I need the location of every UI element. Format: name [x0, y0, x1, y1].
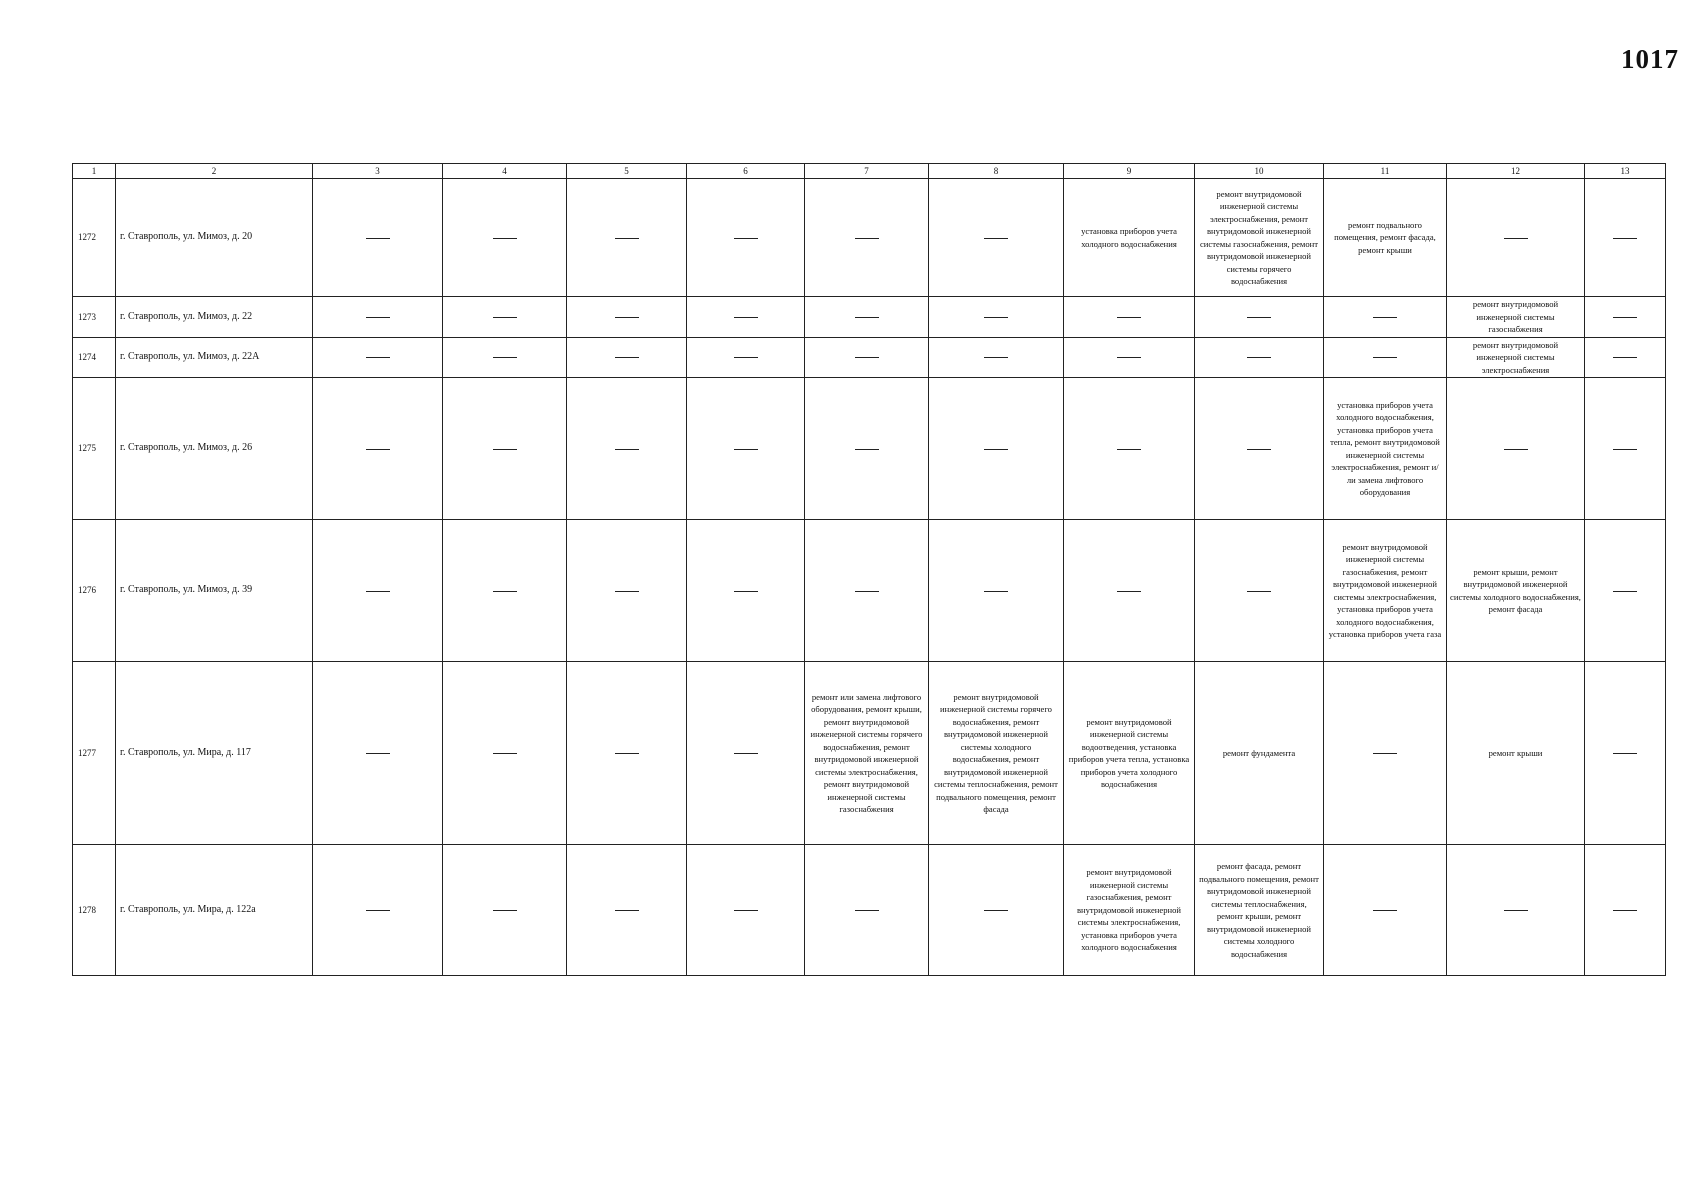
table-row	[73, 520, 1666, 662]
cell-col-3	[313, 297, 443, 338]
empty-dash	[615, 910, 639, 911]
cell-col-6	[687, 845, 805, 976]
column-header: 13	[1585, 164, 1666, 179]
row-number: 1274	[73, 337, 116, 378]
empty-dash	[1613, 910, 1637, 911]
empty-dash	[1613, 317, 1637, 318]
cell-col-6	[687, 179, 805, 297]
row-number: 1278	[73, 845, 116, 976]
row-address: г. Ставрополь, ул. Мимоз, д. 39	[116, 520, 313, 662]
cell-col-10	[1195, 378, 1324, 520]
cell-col-8	[929, 179, 1064, 297]
cell-col-11	[1324, 520, 1447, 662]
row-address: г. Ставрополь, ул. Мимоз, д. 26	[116, 378, 313, 520]
cell-col-12	[1447, 520, 1585, 662]
cell-col-9	[1064, 520, 1195, 662]
empty-dash	[855, 238, 879, 239]
cell-col-5	[567, 297, 687, 338]
work-text: ремонт внутридомовой инженерной системы электроснабжения, ремонт внутридомовой инженерной системы газоснабжения, ремонт внутридомовой инженерной системы горячего водоснабжения	[1199, 188, 1319, 286]
empty-dash	[734, 449, 758, 450]
repair-schedule-table	[72, 163, 1666, 976]
cell-col-4	[443, 337, 567, 378]
cell-col-3	[313, 662, 443, 845]
work-text: ремонт внутридомовой инженерной системы электроснабжения	[1472, 339, 1559, 375]
cell-col-11	[1324, 378, 1447, 520]
empty-dash	[615, 238, 639, 239]
table-row	[73, 179, 1666, 297]
column-header: 1	[73, 164, 116, 179]
row-number: 1273	[73, 297, 116, 338]
cell-col-5	[567, 520, 687, 662]
work-text: ремонт внутридомовой инженерной системы газоснабжения	[1472, 299, 1559, 334]
page-number: 1017	[1621, 44, 1679, 74]
cell-col-7	[805, 845, 929, 976]
cell-col-9	[1064, 179, 1195, 297]
empty-dash	[1613, 238, 1637, 239]
cell-col-9	[1064, 337, 1195, 378]
row-address: г. Ставрополь, ул. Мира, д. 122а	[116, 845, 313, 976]
empty-dash	[855, 357, 879, 358]
cell-col-3	[313, 378, 443, 520]
empty-dash	[615, 357, 639, 358]
empty-dash	[1117, 591, 1141, 592]
work-text: ремонт внутридомовой инженерной системы газоснабжения, ремонт внутридомовой инженерной системы электроснабжения, установка приборов учета холодного водоснабжения, установка приборов учета газа	[1328, 541, 1442, 639]
empty-dash	[734, 591, 758, 592]
column-header: 2	[116, 164, 313, 179]
empty-dash	[1117, 357, 1141, 358]
column-header: 5	[567, 164, 687, 179]
cell-col-4	[443, 662, 567, 845]
empty-dash	[615, 317, 639, 318]
cell-col-6	[687, 337, 805, 378]
empty-dash	[493, 357, 517, 358]
cell-col-11	[1324, 297, 1447, 338]
cell-col-12	[1447, 179, 1585, 297]
work-text: ремонт внутридомовой инженерной системы горячего водоснабжения, ремонт внутридомовой инженерной системы холодного водоснабжения, ремонт внутридомовой инженерной системы теплоснабжения, ремонт подвального помещения, ремонт фасада	[934, 691, 1058, 814]
empty-dash	[493, 753, 517, 754]
cell-col-5	[567, 845, 687, 976]
empty-dash	[984, 238, 1008, 239]
empty-dash	[1247, 449, 1271, 450]
cell-col-3	[313, 337, 443, 378]
cell-col-4	[443, 179, 567, 297]
cell-col-13	[1585, 378, 1666, 520]
empty-dash	[984, 357, 1008, 358]
cell-col-6	[687, 662, 805, 845]
cell-col-7	[805, 337, 929, 378]
empty-dash	[1117, 317, 1141, 318]
cell-col-12	[1447, 378, 1585, 520]
cell-col-7	[805, 662, 929, 845]
table-row	[73, 662, 1666, 845]
column-header: 12	[1447, 164, 1585, 179]
empty-dash	[1504, 449, 1528, 450]
row-number: 1277	[73, 662, 116, 845]
cell-col-10	[1195, 337, 1324, 378]
cell-col-6	[687, 297, 805, 338]
work-text: ремонт или замена лифтового оборудования, ремонт крыши, ремонт внутридомовой инженерной системы горячего водоснабжения, ремонт внутридомовой инженерной системы электроснабжения, ремонт внутридомовой инженерной системы газоснабжения	[810, 691, 923, 814]
work-text: ремонт крыши	[1488, 747, 1543, 758]
empty-dash	[493, 910, 517, 911]
row-number: 1276	[73, 520, 116, 662]
cell-col-12	[1447, 662, 1585, 845]
cell-col-11	[1324, 179, 1447, 297]
table-row	[73, 845, 1666, 976]
empty-dash	[366, 910, 390, 911]
empty-dash	[734, 753, 758, 754]
work-text: установка приборов учета холодного водоснабжения	[1081, 226, 1177, 249]
cell-col-9	[1064, 378, 1195, 520]
table-row	[73, 337, 1666, 378]
table-row	[73, 378, 1666, 520]
empty-dash	[1613, 449, 1637, 450]
cell-col-8	[929, 378, 1064, 520]
empty-dash	[734, 357, 758, 358]
cell-col-9	[1064, 662, 1195, 845]
empty-dash	[615, 753, 639, 754]
column-header: 9	[1064, 164, 1195, 179]
row-address: г. Ставрополь, ул. Мимоз, д. 20	[116, 179, 313, 297]
empty-dash	[734, 910, 758, 911]
empty-dash	[1247, 591, 1271, 592]
cell-col-11	[1324, 845, 1447, 976]
column-header: 11	[1324, 164, 1447, 179]
cell-col-6	[687, 378, 805, 520]
work-text: ремонт внутридомовой инженерной системы водоотведения, установка приборов учета тепла, установка приборов учета холодного водоснабжения	[1068, 716, 1190, 789]
cell-col-6	[687, 520, 805, 662]
empty-dash	[1613, 753, 1637, 754]
empty-dash	[1117, 449, 1141, 450]
empty-dash	[366, 357, 390, 358]
work-text: ремонт крыши, ремонт внутридомовой инженерной системы холодного водоснабжения, ремонт фасада	[1450, 566, 1581, 614]
column-header: 8	[929, 164, 1064, 179]
cell-col-12	[1447, 337, 1585, 378]
cell-col-9	[1064, 845, 1195, 976]
cell-col-3	[313, 845, 443, 976]
cell-col-7	[805, 179, 929, 297]
cell-col-3	[313, 520, 443, 662]
empty-dash	[1373, 317, 1397, 318]
cell-col-4	[443, 297, 567, 338]
empty-dash	[855, 317, 879, 318]
cell-col-7	[805, 378, 929, 520]
cell-col-8	[929, 297, 1064, 338]
cell-col-10	[1195, 520, 1324, 662]
cell-col-4	[443, 520, 567, 662]
cell-col-3	[313, 179, 443, 297]
empty-dash	[1504, 910, 1528, 911]
empty-dash	[984, 449, 1008, 450]
empty-dash	[855, 449, 879, 450]
empty-dash	[855, 910, 879, 911]
column-header: 3	[313, 164, 443, 179]
empty-dash	[493, 591, 517, 592]
empty-dash	[984, 317, 1008, 318]
cell-col-8	[929, 520, 1064, 662]
cell-col-13	[1585, 662, 1666, 845]
empty-dash	[1504, 238, 1528, 239]
column-header: 7	[805, 164, 929, 179]
work-text: ремонт подвального помещения, ремонт фасада, ремонт крыши	[1334, 219, 1436, 255]
empty-dash	[615, 449, 639, 450]
row-address: г. Ставрополь, ул. Мимоз, д. 22А	[116, 337, 313, 378]
cell-col-5	[567, 662, 687, 845]
table-row	[73, 297, 1666, 338]
cell-col-12	[1447, 297, 1585, 338]
empty-dash	[615, 591, 639, 592]
work-text: ремонт внутридомовой инженерной системы газоснабжения, ремонт внутридомовой инженерной системы электроснабжения, установка приборов учета холодного водоснабжения	[1076, 867, 1182, 953]
cell-col-11	[1324, 662, 1447, 845]
empty-dash	[984, 591, 1008, 592]
empty-dash	[855, 591, 879, 592]
cell-col-4	[443, 378, 567, 520]
column-header: 10	[1195, 164, 1324, 179]
cell-col-13	[1585, 179, 1666, 297]
empty-dash	[366, 753, 390, 754]
empty-dash	[1247, 317, 1271, 318]
cell-col-13	[1585, 845, 1666, 976]
cell-col-8	[929, 662, 1064, 845]
column-header: 6	[687, 164, 805, 179]
work-text: ремонт фасада, ремонт подвального помещения, ремонт внутридомовой инженерной системы теплоснабжения, ремонт крыши, ремонт внутридомовой инженерной системы холодного водоснабжения	[1199, 861, 1319, 959]
cell-col-13	[1585, 297, 1666, 338]
cell-col-13	[1585, 337, 1666, 378]
cell-col-8	[929, 845, 1064, 976]
cell-col-4	[443, 845, 567, 976]
cell-col-12	[1447, 845, 1585, 976]
empty-dash	[1613, 591, 1637, 592]
cell-col-13	[1585, 520, 1666, 662]
cell-col-5	[567, 179, 687, 297]
cell-col-10	[1195, 297, 1324, 338]
cell-col-10	[1195, 845, 1324, 976]
empty-dash	[366, 591, 390, 592]
empty-dash	[1247, 357, 1271, 358]
empty-dash	[493, 238, 517, 239]
empty-dash	[984, 910, 1008, 911]
row-address: г. Ставрополь, ул. Мимоз, д. 22	[116, 297, 313, 338]
work-text: ремонт фундамента	[1222, 747, 1296, 758]
empty-dash	[366, 449, 390, 450]
empty-dash	[493, 317, 517, 318]
empty-dash	[493, 449, 517, 450]
cell-col-5	[567, 337, 687, 378]
cell-col-11	[1324, 337, 1447, 378]
empty-dash	[1373, 357, 1397, 358]
empty-dash	[1373, 910, 1397, 911]
cell-col-9	[1064, 297, 1195, 338]
work-text: установка приборов учета холодного водоснабжения, установка приборов учета тепла, ремонт внутридомовой инженерной системы электроснабжения, ремонт и/ли замена лифтового оборудования	[1330, 399, 1440, 497]
cell-col-7	[805, 297, 929, 338]
cell-col-5	[567, 378, 687, 520]
row-address: г. Ставрополь, ул. Мира, д. 117	[116, 662, 313, 845]
empty-dash	[1373, 753, 1397, 754]
cell-col-10	[1195, 179, 1324, 297]
empty-dash	[734, 317, 758, 318]
empty-dash	[366, 238, 390, 239]
row-number: 1272	[73, 179, 116, 297]
cell-col-10	[1195, 662, 1324, 845]
empty-dash	[734, 238, 758, 239]
cell-col-7	[805, 520, 929, 662]
empty-dash	[366, 317, 390, 318]
empty-dash	[1613, 357, 1637, 358]
cell-col-8	[929, 337, 1064, 378]
column-header: 4	[443, 164, 567, 179]
column-number-row	[73, 164, 1666, 179]
row-number: 1275	[73, 378, 116, 520]
